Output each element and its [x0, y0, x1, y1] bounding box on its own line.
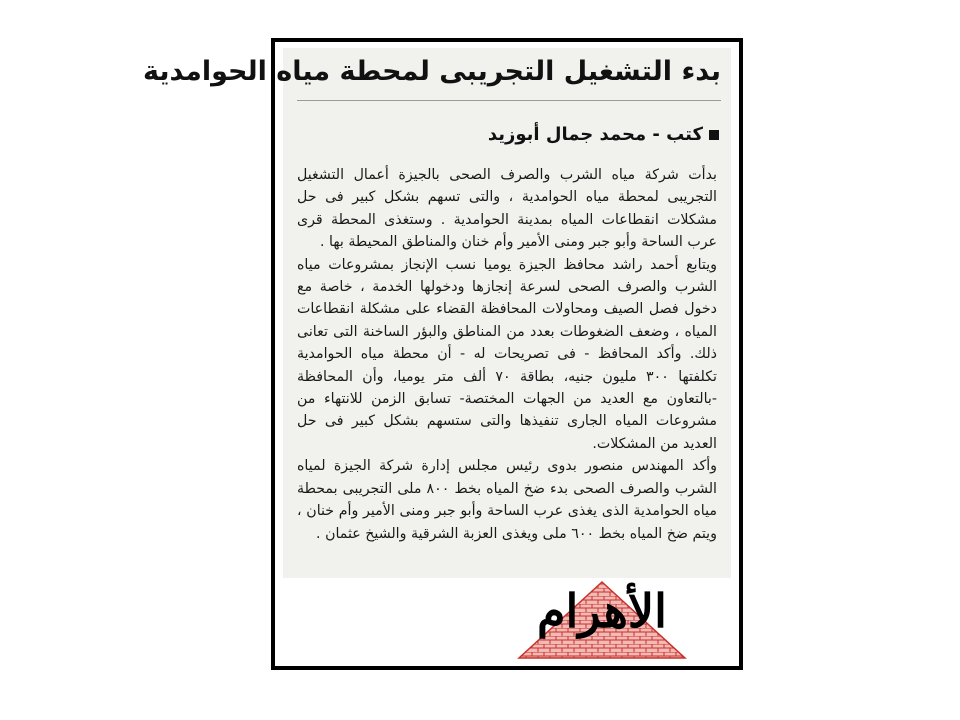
byline-square-icon [709, 130, 719, 140]
article-paragraph: بدأت شركة مياه الشرب والصرف الصحى بالجيزة أعمال التشغيل التجريبى لمحطة مياه الحوامدية ، والتى تسهم بشكل كبير فى حل مشكلات انقطاعات المياه بمدينة الحوامدية . وستغذى المحطة قرى عرب الساحة وأبو جبر ومنى الأمير وأم خنان والمناطق المحيطة بها . [297, 167, 717, 251]
article-headline: بدء التشغيل التجريبى لمحطة مياه الحوامدية [143, 56, 721, 87]
logo-text: الأهرام [537, 584, 667, 638]
al-ahram-logo [517, 580, 687, 660]
article-body [297, 164, 717, 545]
article-paragraph: وأكد المهندس منصور بدوى رئيس مجلس إدارة شركة الجيزة لمياه الشرب والصرف الصحى بدء ضخ المياه بخط ٨٠٠ ملى التجريبى بمحطة مياه الحوامدية الذى يغذى عرب الساحة وأبو جبر ومنى الأمير وأم خنان ، ويتم ضخ المياه بخط ٦٠٠ ملى ويغذى العزبة الشرقية والشيخ عثمان . [297, 458, 717, 542]
newspaper-clipping [143, 48, 731, 578]
headline-divider [297, 100, 721, 101]
article-byline [488, 124, 719, 145]
clipping-frame [143, 38, 743, 670]
article-paragraph: ويتابع أحمد راشد محافظ الجيزة يوميا نسب الإنجاز بمشروعات مياه الشرب والصرف الصحى لسرعة إنجازها ودخولها الخدمة ، خاصة مع دخول فصل الصيف ومحاولات المحافظة القضاء على مشكلة انقطاعات المياه ، وضعف الضغوطات بعدد من المناطق والبؤر الساخنة التى تعانى ذلك. وأكد المحافظ - فى تصريحات له - أن محطة مياه الحوامدية تكلفتها ٣٠٠ مليون جنيه، بطاقة ٧٠ ألف متر يوميا، وأن المحافظة -بالتعاون مع العديد من الجهات المختصة- تسابق الزمن للانتهاء من مشروعات المياه الجارى تنفيذها والتى ستسهم بشكل كبير فى حل العديد من المشكلات. [297, 256, 717, 452]
byline-text: كتب - محمد جمال أبوزيد [487, 124, 703, 145]
